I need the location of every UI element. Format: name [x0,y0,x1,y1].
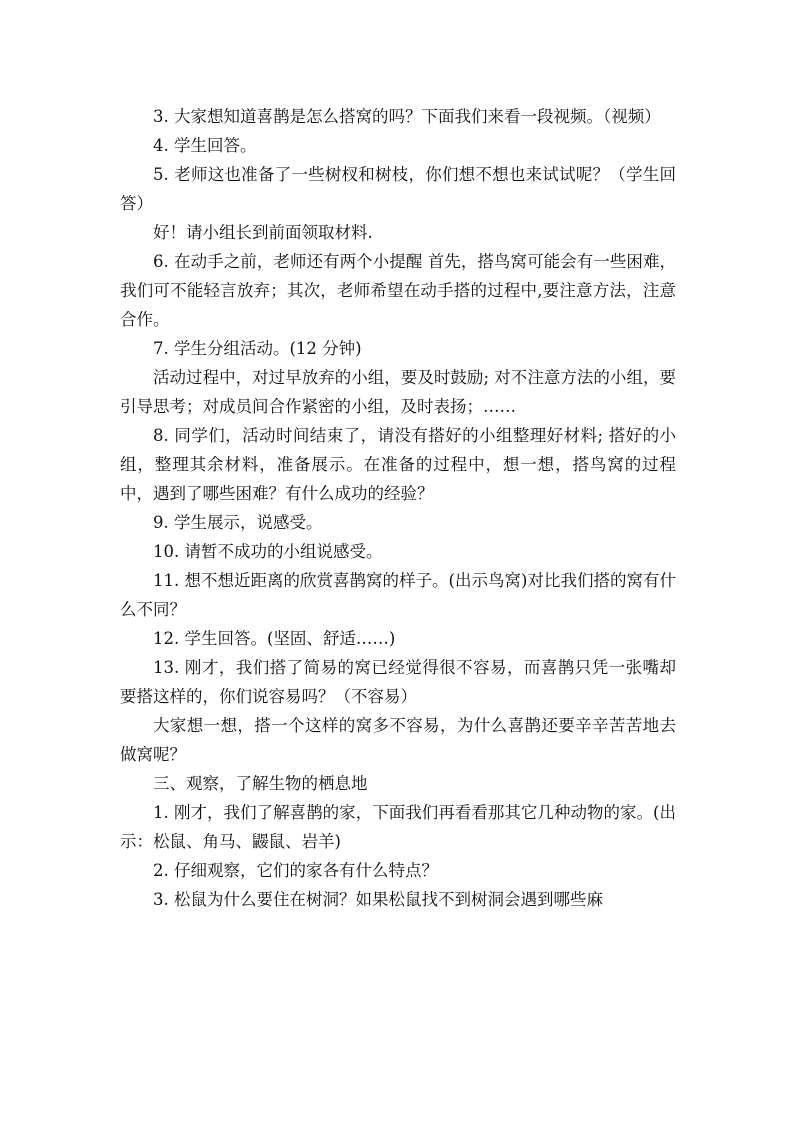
paragraph-step-9: 9. 学生展示，说感受。 [153,513,323,532]
paragraph-activity-guidance: 活动过程中，对过早放弃的小组，要及时鼓励; 对不注意方法的小组，要引导思考；对成员间合作紧密的小组，及时表扬；…… [120,368,676,416]
paragraph-step-3-video: 3. 大家想知道喜鹊是怎么搭窝的吗？下面我们来看一段视频。（视频） [153,107,661,126]
paragraph-habitat-step-3: 3. 松鼠为什么要住在树洞？如果松鼠找不到树洞会遇到哪些麻 [153,890,603,909]
paragraph-step-13: 13. 刚才，我们搭了简易的窝已经觉得很不容易，而喜鹊只凭一张嘴却要搭这样的，你们说容易吗？（不容易） [120,658,676,706]
paragraph-step-11: 11. 想不想近距离的欣赏喜鹊窝的样子。(出示鸟窝)对比我们搭的窝有什么不同？ [120,571,676,619]
paragraph-step-5: 5. 老师这也准备了一些树杈和树枝，你们想不想也来试试呢？（学生回答） [120,165,676,213]
paragraph-think-question: 大家想一想，搭一个这样的窝多不容易，为什么喜鹊还要辛辛苦苦地去做窝呢？ [120,716,676,764]
paragraph-step-4: 4. 学生回答。 [153,136,257,155]
section-heading-habitat: 三、观察，了解生物的栖息地 [153,774,368,793]
document-body [120,102,676,914]
paragraph-collect-materials: 好！请小组长到前面领取材料. [153,223,373,242]
paragraph-step-10: 10. 请暂不成功的小组说感受。 [153,542,383,561]
paragraph-habitat-step-1: 1. 刚才，我们了解喜鹊的家，下面我们再看看那其它几种动物的家。(出示：松鼠、角马、鼹鼠、岩羊) [120,803,676,851]
paragraph-step-12: 12. 学生回答。(坚固、舒适……) [153,629,396,648]
paragraph-step-7: 7. 学生分组活动。(12 分钟) [153,339,362,358]
paragraph-habitat-step-2: 2. 仔细观察，它们的家各有什么特点？ [153,861,438,880]
paragraph-step-8: 8. 同学们，活动时间结束了，请没有搭好的小组整理好材料; 搭好的小组，整理其余材料，准备展示。在准备的过程中，想一想，搭鸟窝的过程中，遇到了哪些困难？有什么成功的经验？ [120,426,676,503]
paragraph-step-6: 6. 在动手之前，老师还有两个小提醒 首先，搭鸟窝可能会有一些困难，我们可不能轻言放弃；其次，老师希望在动手搭的过程中,要注意方法，注意合作。 [120,252,676,329]
